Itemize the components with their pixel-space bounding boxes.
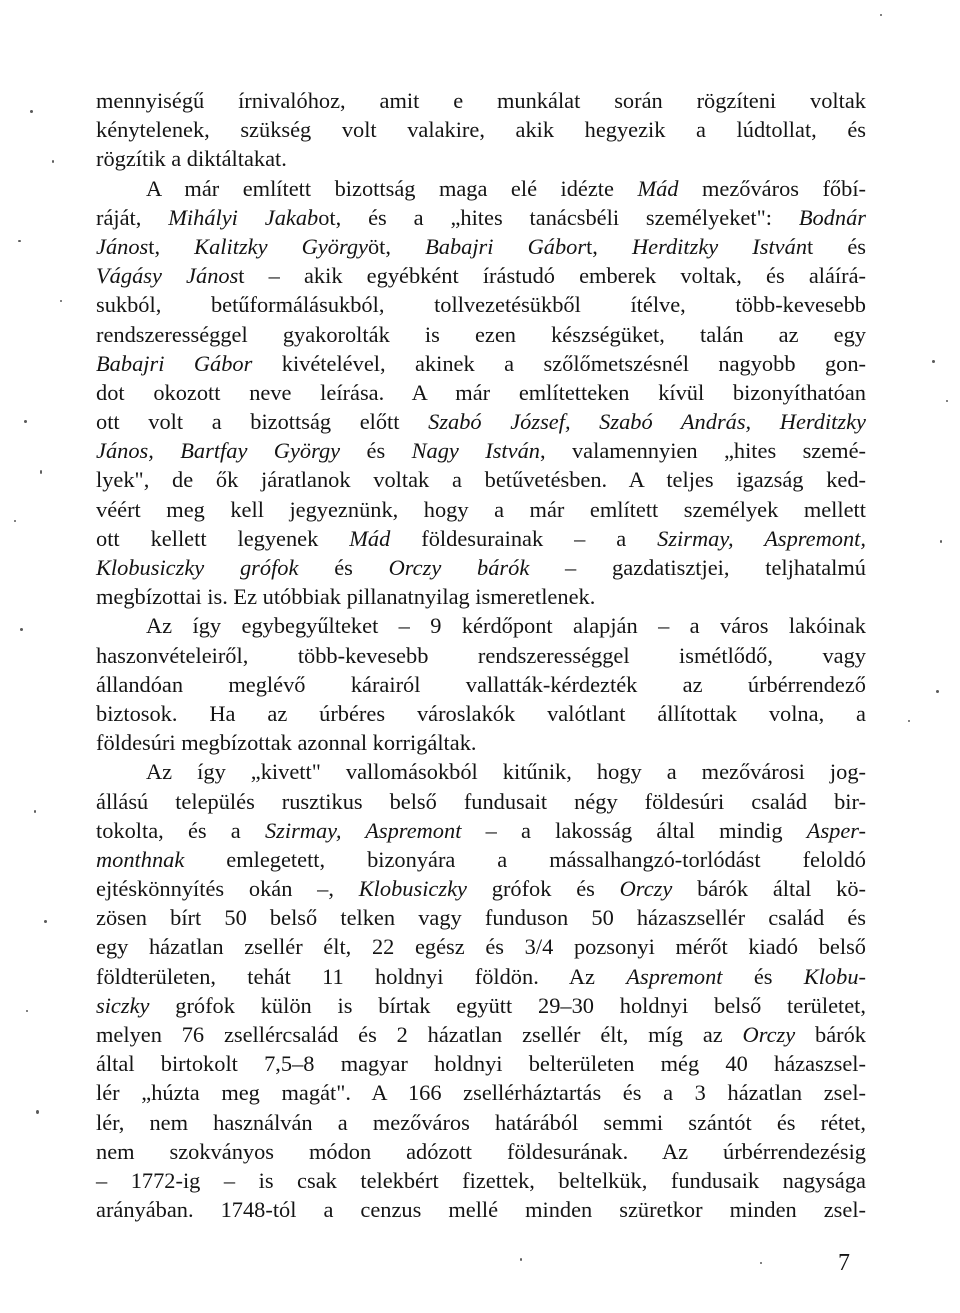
text-line — [96, 115, 866, 144]
scan-speck — [44, 920, 47, 923]
text-run: és — [722, 963, 804, 989]
text-run: rendszerességgel gyakorolták is ezen készségüket, talán az egy — [96, 321, 866, 347]
text-run: lyek", de ők járatlanok voltak a betűvetésben. A teljes igazság ked- — [96, 467, 866, 493]
italic-text-run: Mád — [349, 525, 391, 551]
text-run: ott volt a bizottság előtt — [96, 409, 429, 435]
page-number: 7 — [838, 1250, 850, 1276]
text-run: földesurainak – a — [390, 525, 658, 551]
text-line — [96, 1108, 866, 1137]
scan-speck — [932, 360, 935, 363]
italic-text-run: siczky — [96, 992, 150, 1018]
text-line — [96, 436, 866, 465]
italic-text-run: Babajri Gábor — [425, 233, 587, 259]
scan-speck — [940, 540, 942, 543]
italic-text-run: Szirmay, Aspremont — [264, 817, 462, 843]
text-line — [96, 553, 866, 582]
text-run: lér „húzta meg magát". A 166 zsellérháztartás és a 3 házatlan zsel- — [96, 1080, 866, 1106]
text-run: – 1772-ig – is csak telekbért fizettek, beltelkük, fundusaik nagysága — [96, 1167, 866, 1193]
text-run: öt, — [367, 233, 426, 259]
text-line — [96, 787, 866, 816]
text-run: állandóan meglévő kárairól vallatták-kérdezték az úrbérrendező — [96, 671, 866, 697]
scan-speck — [24, 420, 27, 423]
italic-text-run: Bodnár — [798, 204, 866, 230]
italic-text-run: Mád — [637, 175, 679, 201]
italic-text-run: Orczy bárók — [388, 555, 530, 580]
text-run: Az így „kivett" vallomásokból kitűnik, hogy a mezővárosi jog- — [146, 759, 866, 785]
text-line — [96, 1078, 866, 1107]
text-line — [96, 962, 866, 991]
text-line — [96, 728, 866, 757]
text-line — [96, 524, 866, 553]
text-line — [96, 816, 866, 845]
scan-speck — [34, 810, 36, 813]
text-line — [96, 1137, 866, 1166]
text-line — [96, 349, 866, 378]
text-line — [96, 1195, 866, 1224]
text-line — [96, 757, 866, 786]
text-run: állású település rusztikus belső fundusait négy földesúri család bir- — [96, 788, 866, 814]
text-run: és — [340, 438, 412, 464]
text-line — [96, 699, 866, 728]
text-run: lér, nem használván a mezőváros határából semmi szántót és rétet, — [96, 1109, 866, 1135]
text-run: nem szokványos módon adózott földesurának. Az úrbérrendezésig — [96, 1138, 866, 1164]
text-run: grófok külön is bírtak együtt 29–30 holdnyi belső területet, — [149, 992, 866, 1018]
text-line — [96, 261, 866, 290]
italic-text-run: János, Bartfay György — [96, 438, 341, 464]
text-line — [96, 641, 866, 670]
italic-text-run: Mihályi Jakab — [168, 204, 319, 230]
text-run: melyen 76 zsellércsalád és 2 házatlan zsellér élt, míg az — [96, 1022, 743, 1047]
text-line — [96, 320, 866, 349]
text-line — [96, 378, 866, 407]
text-line — [96, 174, 866, 203]
text-run: A már említett bizottság maga elé idézte — [146, 175, 638, 201]
text-run: haszonvételeiről, több-kevesebb rendszerességgel ismétlődő, vagy — [96, 642, 866, 668]
text-run: földesúri megbízottak azonnal korrigáltak. — [96, 730, 477, 756]
italic-text-run: Babajri Gábor — [96, 350, 253, 376]
text-run: t, — [586, 233, 632, 259]
text-run: emlegetett, bizonyára a mássalhangzó-torlódást feloldó — [184, 846, 866, 872]
text-run: kénytelenek, szükség volt valakire, akik hegyezik a lúdtollat, és — [96, 117, 866, 143]
scan-speck — [908, 720, 910, 722]
text-line — [96, 232, 866, 261]
text-run: t és — [807, 233, 866, 259]
text-run: zösen bírt 50 belső telken vagy funduson 50 házaszsellér család és — [96, 905, 866, 931]
scan-speck — [14, 520, 16, 522]
text-line — [96, 1049, 866, 1078]
text-line — [96, 290, 866, 319]
scan-speck — [880, 14, 882, 16]
text-run: kivételével, akinek a szőlőmetszésnél nagyobb gon- — [252, 350, 866, 376]
text-run: tokolta, és a — [96, 817, 265, 843]
text-run: Az így egybegyűlteket – 9 kérdőpont alapján – a város lakóinak — [146, 613, 866, 639]
text-run: földterületen, tehát 11 holdnyi földön. Az — [96, 963, 627, 989]
text-run: arányában. 1748-tól a cenzus mellé minden szüretkor minden zsel- — [96, 1197, 866, 1223]
scan-speck — [20, 628, 23, 631]
scan-speck — [60, 300, 62, 302]
italic-text-run: Szirmay, Aspremont, — [657, 525, 866, 551]
scan-speck — [18, 240, 21, 242]
text-line — [96, 144, 866, 173]
text-run: bárók által kö- — [672, 876, 866, 902]
italic-text-run: Orczy — [742, 1022, 796, 1047]
italic-text-run: Asper- — [806, 817, 867, 843]
italic-text-run: Herditzky István — [631, 233, 808, 259]
text-run: biztosok. Ha az úrbéres városlakók valótlant állítottak volna, a — [96, 700, 866, 726]
text-line — [96, 582, 866, 611]
italic-text-run: János — [96, 233, 149, 259]
text-line — [96, 495, 866, 524]
text-line — [96, 86, 866, 115]
scan-speck — [26, 1010, 28, 1012]
text-line — [96, 991, 866, 1020]
text-line — [96, 845, 866, 874]
scan-speck — [36, 1110, 39, 1114]
text-run: – gazdatisztjei, teljhatalmú — [529, 555, 866, 580]
text-run: mezőváros főbí- — [678, 175, 866, 201]
scan-speck — [936, 690, 939, 693]
text-run: ot, és a „hites tanácsbéli személyeket": — [318, 204, 799, 230]
text-run: bárók — [795, 1022, 866, 1047]
text-run: ott kellett legyenek — [96, 525, 350, 551]
text-run: megbízottai is. Ez utóbbiak pillanatnyilag ismeretlenek. — [96, 584, 596, 610]
text-line — [96, 932, 866, 961]
text-run: rögzítik a diktáltakat. — [96, 146, 287, 172]
text-run: véért meg kell jegyeznünk, hogy a már említett személyek mellett — [96, 496, 866, 522]
text-run: – a lakosság által mindig — [461, 817, 807, 843]
text-run: egy házatlan zsellér élt, 22 egész és 3/4 pozsonyi mérőt kiadó belső — [96, 934, 866, 960]
scan-speck — [40, 470, 42, 474]
text-run: ráját, — [96, 204, 169, 230]
text-run: , valamennyien „hites szemé- — [539, 438, 866, 464]
text-run: t – akik egyébként írástudó emberek voltak, és aláírá- — [238, 263, 866, 289]
text-line — [96, 203, 866, 232]
text-line — [96, 1166, 866, 1195]
scan-speck — [946, 400, 948, 402]
italic-text-run: Orczy — [619, 876, 673, 902]
text-run: t, — [148, 233, 195, 259]
italic-text-run: Klobu- — [803, 963, 866, 989]
text-line — [96, 465, 866, 494]
italic-text-run: Klobusiczky grófok — [96, 555, 299, 580]
body-text — [96, 86, 866, 1224]
italic-text-run: Vágásy János — [96, 263, 239, 289]
scan-speck — [520, 1258, 522, 1261]
text-line — [96, 874, 866, 903]
text-run: mennyiségű írnivalóhoz, amit e munkálat során rögzíteni voltak — [96, 88, 866, 113]
italic-text-run: Nagy István — [411, 438, 540, 464]
italic-text-run: Klobusiczky — [358, 876, 467, 902]
scan-speck — [52, 160, 54, 163]
italic-text-run: monthnak — [96, 846, 185, 872]
text-run: ejtéskönnyítés okán –, — [96, 876, 359, 902]
text-line — [96, 670, 866, 699]
text-run: által birtokolt 7,5–8 magyar holdnyi belterületen még 40 házaszsel- — [96, 1051, 866, 1077]
text-line — [96, 407, 866, 436]
text-run: grófok és — [466, 876, 620, 902]
text-line — [96, 1020, 866, 1049]
italic-text-run: Szabó József, Szabó András, Herditzky — [428, 409, 866, 435]
italic-text-run: Aspremont — [626, 963, 723, 989]
italic-text-run: Kalitzky György — [194, 233, 368, 259]
text-line — [96, 611, 866, 640]
text-line — [96, 903, 866, 932]
text-run: és — [298, 555, 389, 580]
text-run: dot okozott neve leírása. A már említetteken kívül bizonyíthatóan — [96, 379, 866, 405]
text-run: sukból, betűformálásukból, tollvezetésükből ítélve, több-kevesebb — [96, 292, 866, 318]
scan-speck — [30, 110, 33, 113]
scan-speck — [760, 1262, 762, 1264]
